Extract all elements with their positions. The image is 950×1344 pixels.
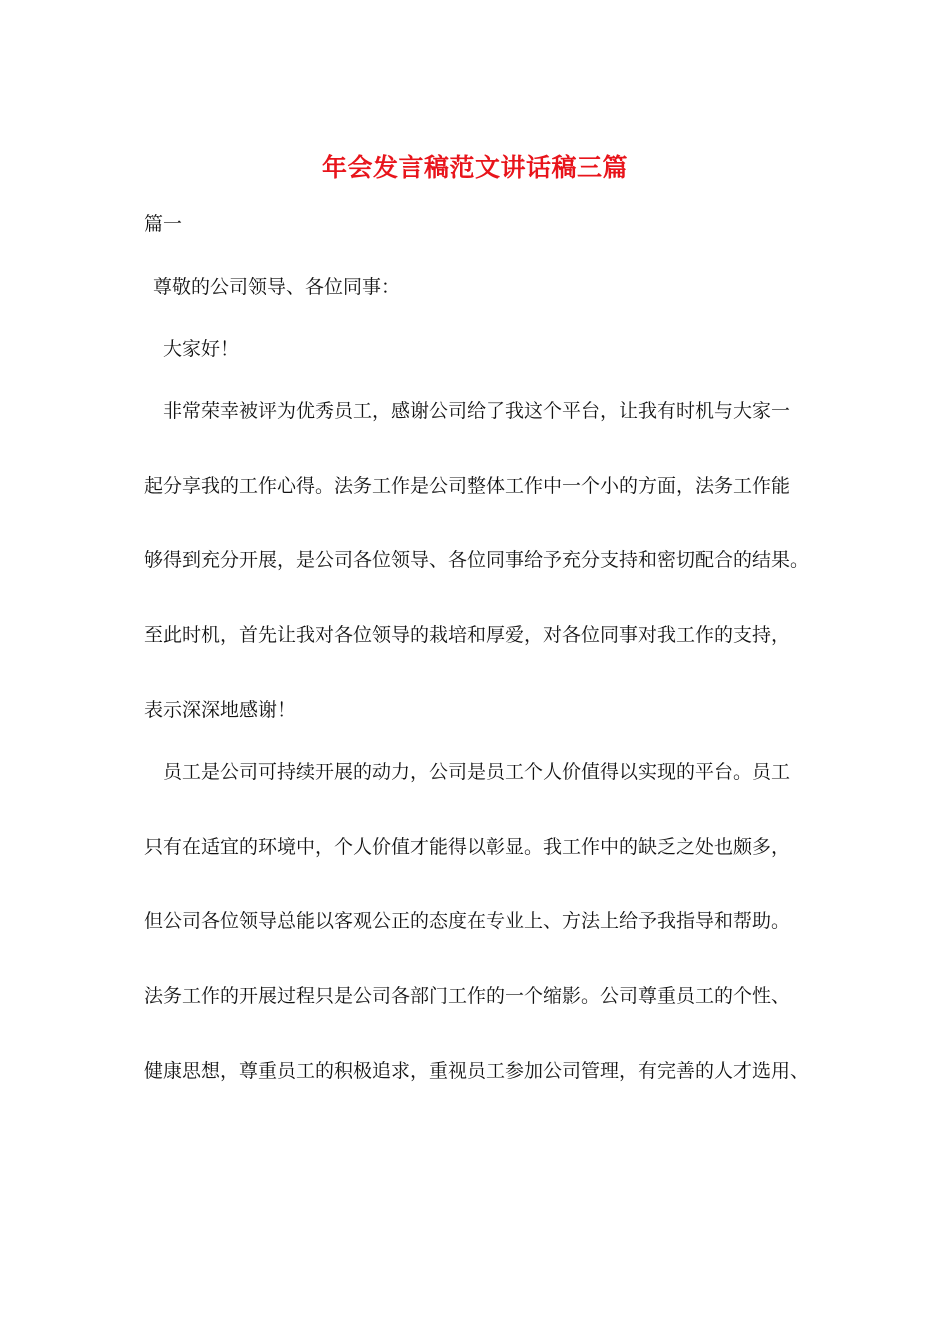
section-label: 篇一 [144, 213, 183, 235]
paragraph-line: 至此时机，首先让我对各位领导的栽培和厚爱，对各位同事对我工作的支持， [144, 624, 791, 646]
paragraph-line: 健康思想，尊重员工的积极追求，重视员工参加公司管理，有完善的人才选用、 [144, 1060, 810, 1082]
paragraph-line: 只有在适宜的环境中，个人价值才能得以彰显。我工作中的缺乏之处也颇多， [144, 836, 791, 858]
paragraph-line: 表示深深地感谢！ [144, 699, 297, 721]
paragraph-line: 非常荣幸被评为优秀员工，感谢公司给了我这个平台，让我有时机与大家一 [163, 400, 791, 422]
salutation: 尊敬的公司领导、各位同事： [153, 276, 401, 298]
paragraph-line: 起分享我的工作心得。法务工作是公司整体工作中一个小的方面，法务工作能 [144, 475, 791, 497]
paragraph-line: 员工是公司可持续开展的动力，公司是员工个人价值得以实现的平台。员工 [163, 761, 791, 783]
paragraph-line: 但公司各位领导总能以客观公正的态度在专业上、方法上给予我指导和帮助。 [144, 910, 791, 932]
greeting: 大家好！ [163, 338, 240, 360]
paragraph-line: 够得到充分开展，是公司各位领导、各位同事给予充分支持和密切配合的结果。 [144, 549, 810, 571]
paragraph-line: 法务工作的开展过程只是公司各部门工作的一个缩影。公司尊重员工的个性、 [144, 985, 791, 1007]
document-title: 年会发言稿范文讲话稿三篇 [321, 153, 628, 182]
